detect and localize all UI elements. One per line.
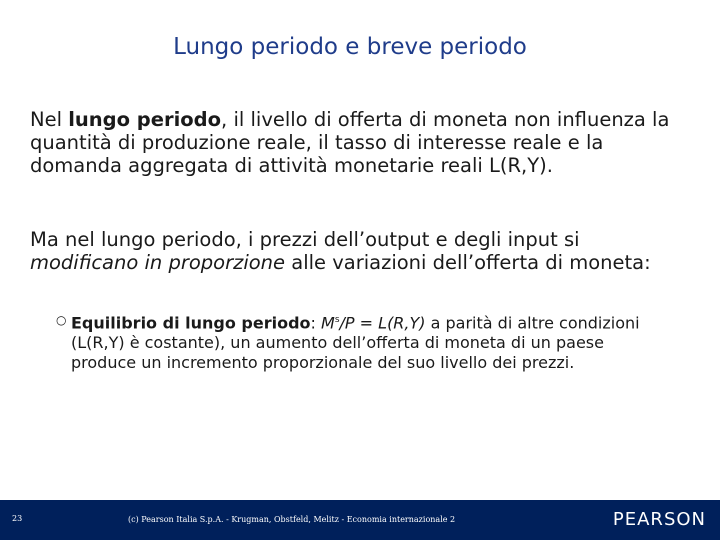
- para2-pre: Ma nel lungo periodo, i prezzi dell’output e degli input si: [30, 228, 580, 251]
- para1-pre: Nel: [30, 108, 69, 131]
- para2-post: alle variazioni dell’offerta di moneta:: [285, 251, 651, 274]
- footer-bar: [0, 500, 720, 540]
- para2-italic: modificano in proporzione: [30, 251, 286, 274]
- paragraph-long-run: [30, 108, 690, 177]
- bullet-equation: /P = L(R,Y): [339, 313, 426, 333]
- bullet-body: [71, 310, 666, 373]
- slide-title: Lungo periodo e breve periodo: [173, 34, 527, 60]
- bullet-ms: M: [321, 313, 335, 333]
- footer-credit: (c) Pearson Italia S.p.A. - Krugman, Obstfeld, Melitz - Economia internazionale 2: [128, 515, 456, 524]
- bullet-equilibrium: [56, 310, 666, 373]
- paragraph-prices: [30, 228, 690, 274]
- para1-bold: lungo periodo: [68, 108, 222, 131]
- bullet-post: a parità di altre condizioni (L(R,Y) è costante), un aumento dell’offerta di moneta di un paese produce un incremento proporzionale del suo livello dei prezzi.: [71, 313, 640, 373]
- bullet-ms-sup: s: [334, 315, 340, 325]
- bullet-circle-icon: ○: [56, 313, 67, 327]
- bullet-bold: Equilibrio di lungo periodo: [71, 313, 311, 333]
- pearson-logo: PEARSON: [612, 509, 706, 530]
- bullet-colon: :: [310, 313, 322, 333]
- page-number: 23: [12, 514, 23, 523]
- para1-post: , il livello di offerta di moneta non influenza la quantità di produzione reale, il tasso di interesse reale e la domanda aggregata di attività monetarie reali L(R,Y).: [30, 108, 670, 177]
